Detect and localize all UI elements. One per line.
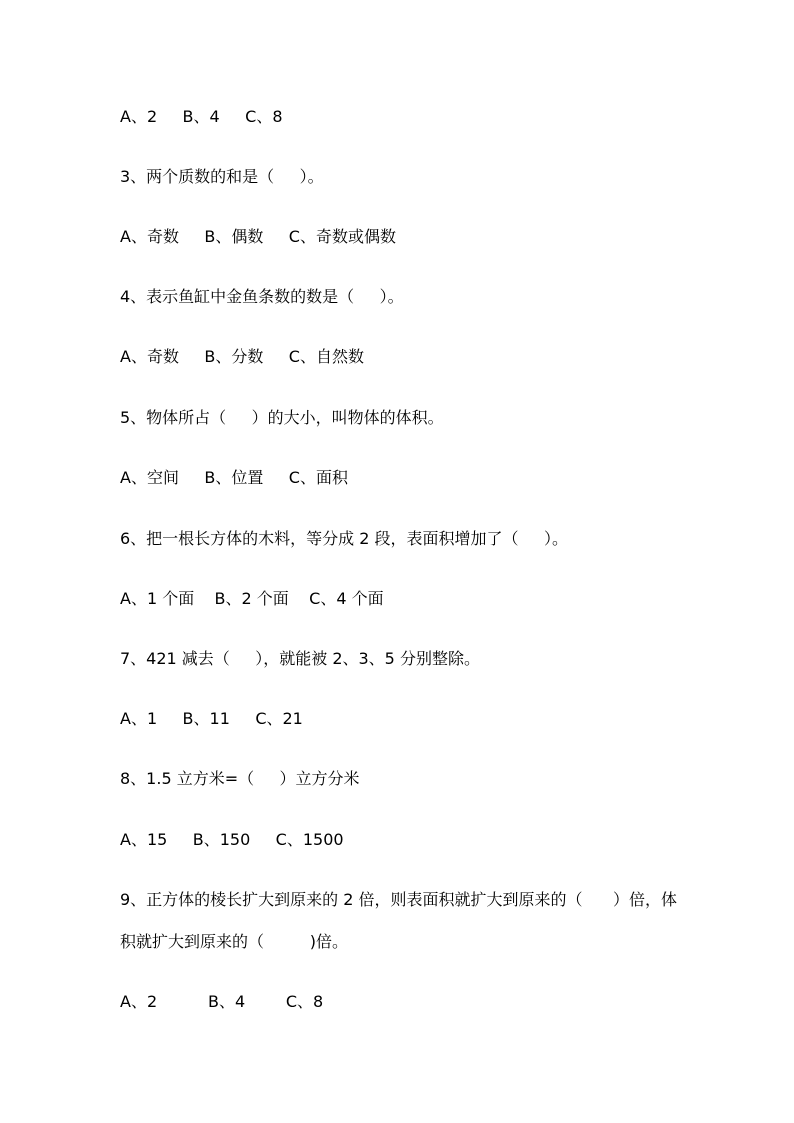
answer-options-q2: A、2 B、4 C、8 [120, 107, 283, 126]
question-9-line-2: 积就扩大到原来的（ )倍。 [120, 932, 349, 951]
question-3: 3、两个质数的和是（ ）。 [120, 167, 324, 186]
answer-options-q4: A、奇数 B、分数 C、自然数 [120, 347, 364, 366]
answer-options-q3: A、奇数 B、偶数 C、奇数或偶数 [120, 227, 396, 246]
question-6: 6、把一根长方体的木料，等分成 2 段，表面积增加了（ ）。 [120, 529, 568, 548]
question-8: 8、1.5 立方米=（ ）立方分米 [120, 769, 360, 788]
answer-options-q6: A、1 个面 B、2 个面 C、4 个面 [120, 589, 384, 608]
question-7: 7、421 减去（ ），就能被 2、3、5 分别整除。 [120, 649, 480, 668]
answer-options-q5: A、空间 B、位置 C、面积 [120, 468, 348, 487]
answer-options-q8: A、15 B、150 C、1500 [120, 830, 344, 849]
answer-options-q7: A、1 B、11 C、21 [120, 709, 303, 728]
question-9-line-1: 9、正方体的棱长扩大到原来的 2 倍，则表面积就扩大到原来的（ ）倍，体 [120, 890, 678, 909]
answer-options-q9: A、2 B、4 C、8 [120, 992, 324, 1011]
question-5: 5、物体所占（ ）的大小，叫物体的体积。 [120, 408, 444, 427]
question-4: 4、表示鱼缸中金鱼条数的数是（ ）。 [120, 287, 404, 306]
